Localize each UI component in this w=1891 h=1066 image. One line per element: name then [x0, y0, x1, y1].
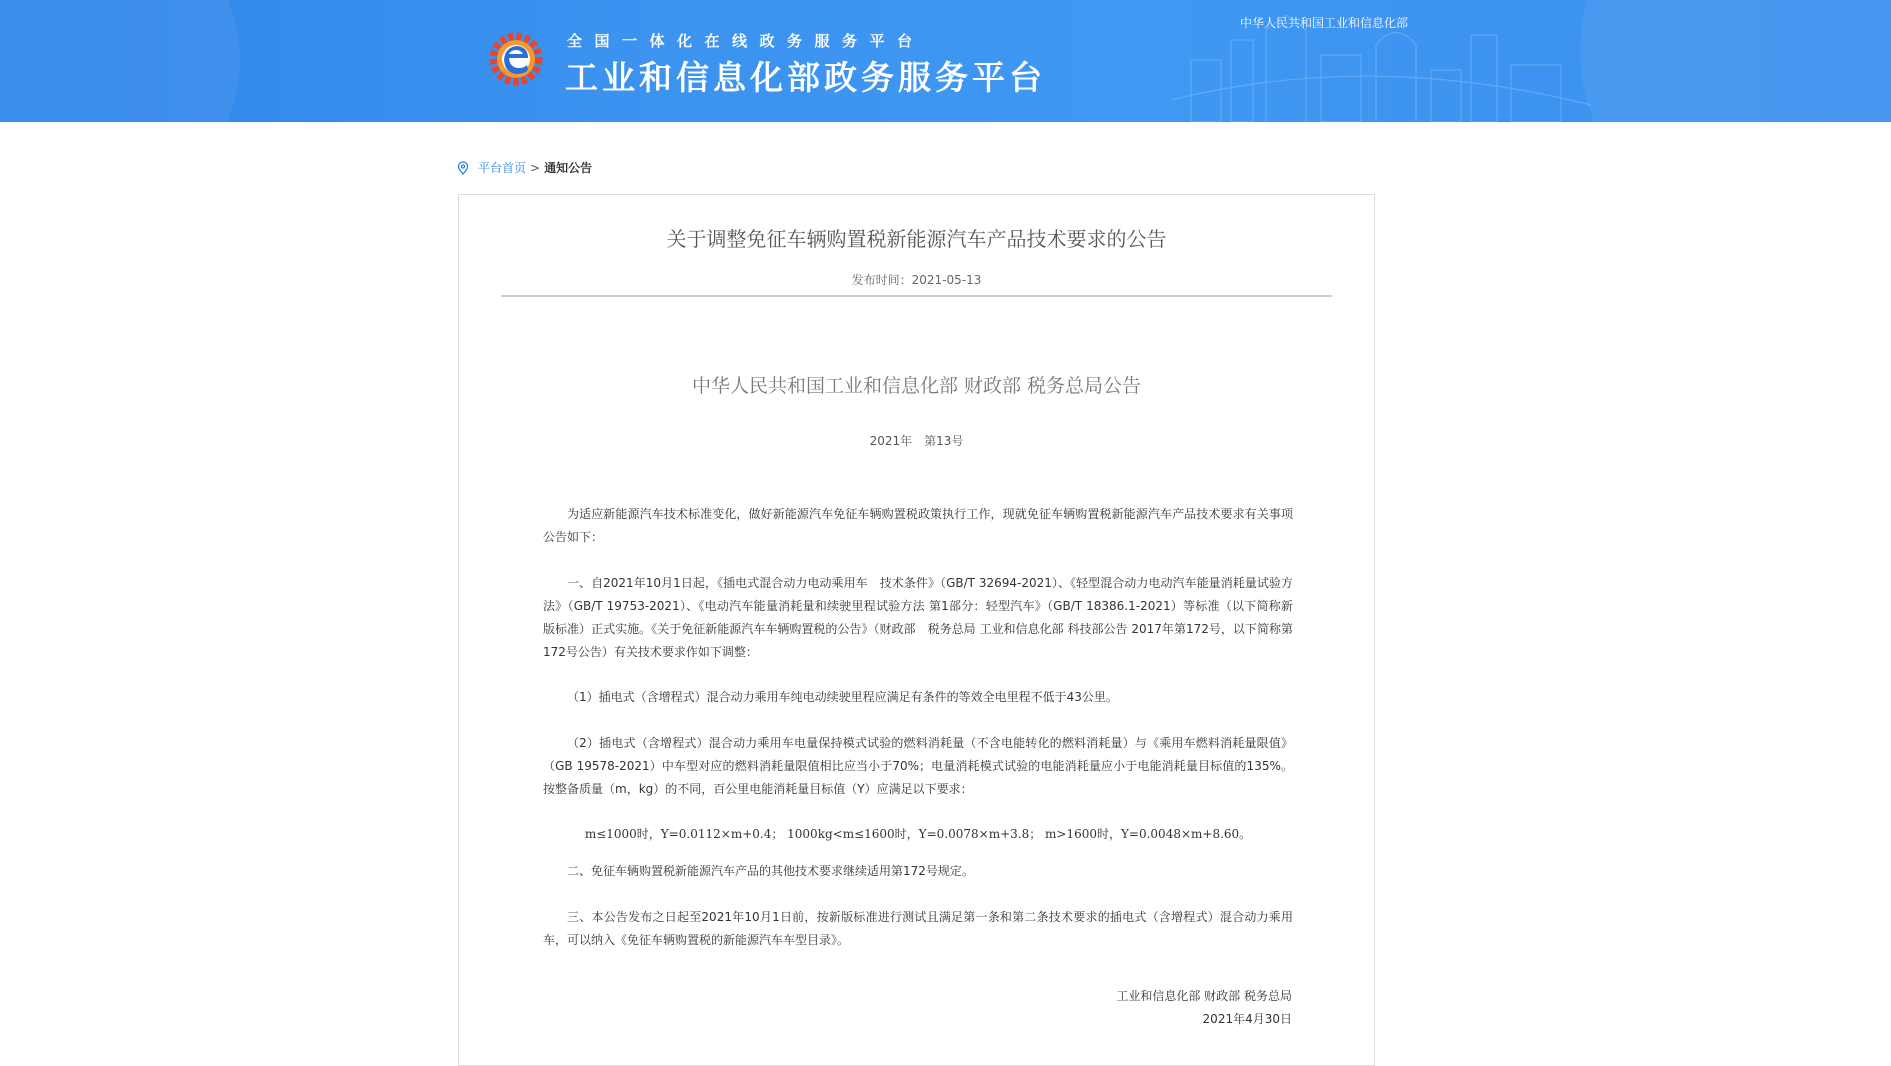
article-date [459, 271, 1374, 288]
date-value: 2021-05-13 [911, 273, 982, 287]
paragraph-intro: 为适应新能源汽车技术标准变化，做好新能源汽车免征车辆购置税政策执行工作，现就免征车辆购置税新能源汽车产品技术要求有关事项公告如下： [543, 507, 1293, 544]
breadcrumb-separator: > [530, 160, 541, 175]
paragraph-item-1: 一、自2021年10月1日起，《插电式混合动力电动乘用车 技术条件》（GB/T 32694-2021）、《轻型混合动力电动汽车能量消耗量试验方法》（GB/T 19753-2021）、《电动汽车能量消耗量和续驶里程试验方法 第1部分：轻型汽车》（GB/T 18386.1-2021）等标准（以下简称新版标准）正式实施。《关于免征新能源汽车车辆购置税的公告》（财政部 税务总局 工业和信息化部 科技部公告 2017年第172号，以下简称第172号公告）有关技术要求作如下调整： [543, 576, 1293, 659]
title-divider [501, 295, 1332, 297]
article-panel [458, 194, 1375, 1066]
breadcrumb-current: 通知公告 [544, 161, 593, 175]
platform-subtitle: 全国一体化在线政务服务平台 [567, 32, 925, 50]
signature-authorities: 工业和信息化部 财政部 税务总局 [1116, 989, 1292, 1003]
paragraph-item-3: 三、本公告发布之日起至2021年10月1日前，按新版标准进行测试且满足第一条和第二条技术要求的插电式（含增程式）混合动力乘用车，可以纳入《免征车辆购置税的新能源汽车车型目录》。 [543, 910, 1293, 947]
paragraph-item-1-1: （1）插电式（含增程式）混合动力乘用车纯电动续驶里程应满足有条件的等效全电里程不低于43公里。 [567, 690, 1118, 704]
issuing-authorities-title: 中华人民共和国工业和信息化部 财政部 税务总局公告 [691, 375, 1142, 397]
paragraph-item-1-2: （2）插电式（含增程式）混合动力乘用车电量保持模式试验的燃料消耗量（不含电能转化的燃料消耗量）与《乘用车燃料消耗量限值》（GB 19578-2021）中车型对应的燃料消耗量限值相比应当小于70%；电量消耗模式试验的电能消耗量应小于电能消耗量目标值的135%。按整备质量（m，kg）的不同，百公里电能消耗量目标值（Y）应满足以下要求： [543, 736, 1293, 796]
site-header [0, 0, 1891, 122]
header-decoration [0, 0, 240, 122]
breadcrumb [457, 159, 592, 176]
paragraph-item-2: 二、免征车辆购置税新能源汽车产品的其他技术要求继续适用第172号规定。 [567, 864, 974, 878]
document-number: 2021年 第13号 [869, 434, 964, 448]
platform-title[interactable]: 工业和信息化部政务服务平台 [565, 58, 1046, 97]
breadcrumb-home-link[interactable]: 平台首页 [478, 161, 527, 175]
location-pin-icon [457, 161, 469, 175]
signature-date: 2021年4月30日 [1202, 1012, 1292, 1026]
ministry-gear-e-logo[interactable] [487, 30, 545, 88]
header-decoration [1580, 0, 1891, 122]
article-title: 关于调整免征车辆购置税新能源汽车产品技术要求的公告 [666, 227, 1167, 251]
ministry-link[interactable]: 中华人民共和国工业和信息化部 [1240, 16, 1409, 30]
energy-consumption-formula: m≤1000时，Y=0.0112×m+0.4； 1000kg<m≤1600时，Y=0.0078×m+3.8； m>1600时，Y=0.0048×m+8.60。 [584, 827, 1252, 841]
date-label: 发布时间： [851, 273, 912, 287]
